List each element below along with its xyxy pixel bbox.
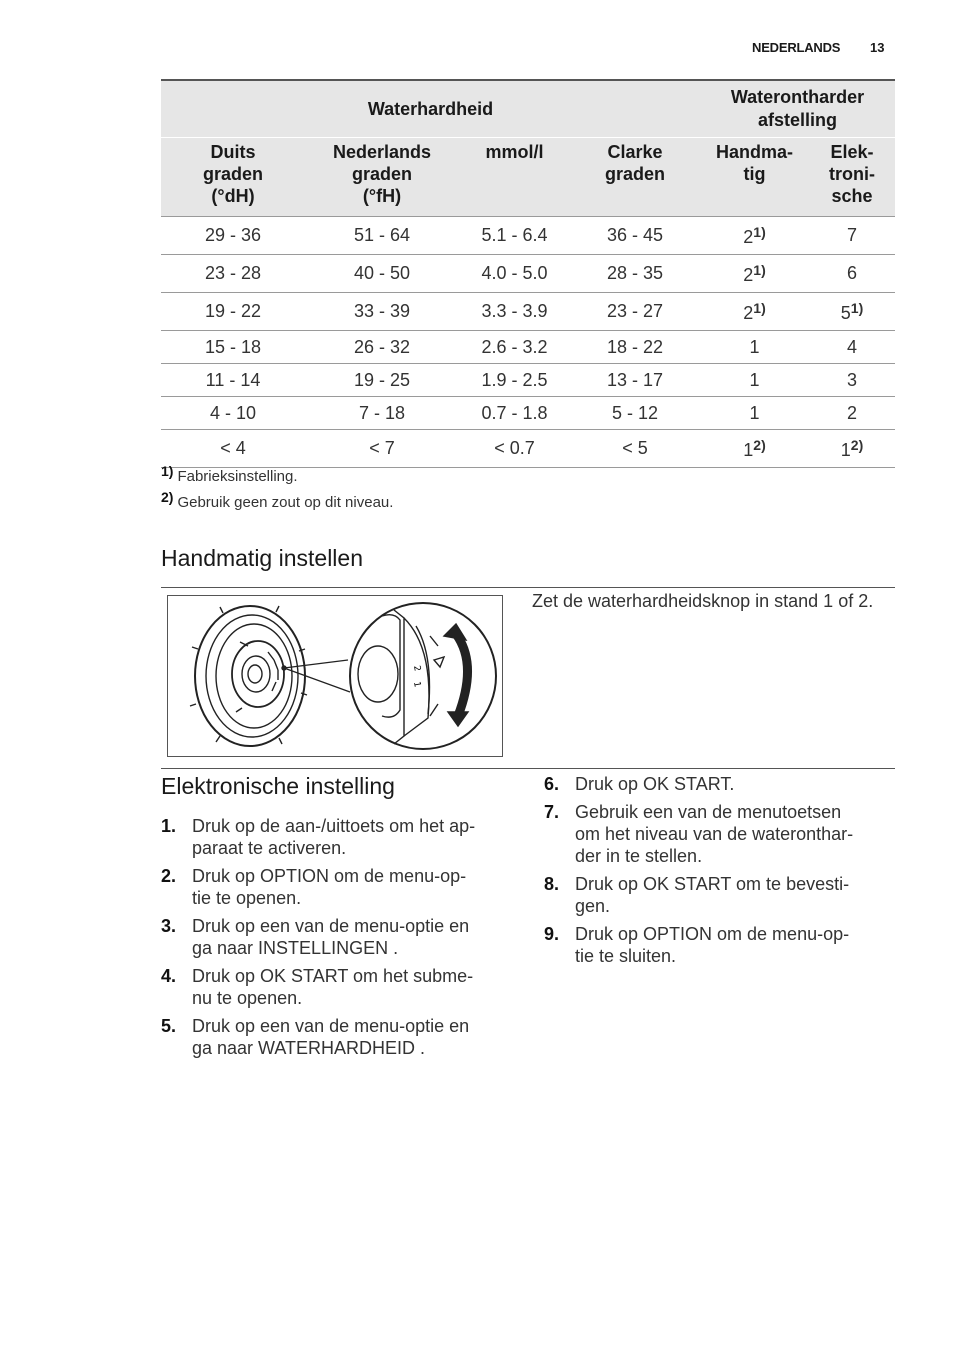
manual-footnote-mark: 1) bbox=[753, 299, 766, 316]
table-row bbox=[161, 331, 895, 364]
table-cell-clarke: 36 - 45 bbox=[570, 217, 700, 255]
electronic-value: 4 bbox=[846, 336, 857, 357]
column-header-line: mmol/l bbox=[485, 142, 544, 162]
electronic-footnote-mark: 2) bbox=[850, 436, 864, 453]
step-text: Druk op een van de menu-optie en ga naar INSTELLINGEN . bbox=[192, 916, 470, 958]
step-item bbox=[161, 815, 521, 859]
electronic-value: 2 bbox=[846, 402, 857, 423]
table-cell-manual bbox=[700, 430, 809, 468]
table-cell-clarke: 23 - 27 bbox=[570, 293, 700, 331]
table-cell-fh: 40 - 50 bbox=[305, 255, 459, 293]
column-header-line: graden bbox=[604, 164, 665, 184]
table-cell-dh: 15 - 18 bbox=[161, 331, 305, 364]
step-number: 3. bbox=[161, 916, 177, 936]
steps-list-left bbox=[161, 815, 521, 1065]
column-header-line: Clarke bbox=[607, 142, 663, 162]
table-cell-electronic bbox=[809, 255, 895, 293]
table-cell-fh: 7 - 18 bbox=[305, 397, 459, 430]
dial-label-1: 1 bbox=[411, 680, 422, 689]
manual-section-title: Handmatig instellen bbox=[161, 545, 364, 571]
step-text: Druk op OPTION om de menu-op- tie te openen. bbox=[192, 866, 467, 908]
step-number: 1. bbox=[161, 816, 177, 836]
table-cell-manual bbox=[700, 217, 809, 255]
steps-list-right bbox=[544, 773, 894, 973]
column-header-line: sche bbox=[831, 186, 873, 206]
step-number: 7. bbox=[544, 802, 560, 822]
language-label: NEDERLANDS bbox=[752, 40, 841, 55]
step-text: Druk op de aan-/uittoets om het ap- paraat te activeren. bbox=[192, 816, 476, 858]
manual-value: 1 bbox=[749, 402, 760, 423]
table-cell-clarke: < 5 bbox=[570, 430, 700, 468]
table-cell-mmol: 3.3 - 3.9 bbox=[459, 293, 570, 331]
table-cell-fh: 26 - 32 bbox=[305, 331, 459, 364]
footnote-text: Fabrieksinstelling. bbox=[177, 468, 298, 485]
table-cell-fh: 19 - 25 bbox=[305, 364, 459, 397]
table-column-header-row bbox=[161, 138, 895, 217]
table-row bbox=[161, 217, 895, 255]
table-cell-mmol: 0.7 - 1.8 bbox=[459, 397, 570, 430]
column-header-line: Handma- bbox=[715, 142, 793, 162]
table-cell-mmol: 1.9 - 2.5 bbox=[459, 364, 570, 397]
step-text: Druk op OK START om het subme- nu te openen. bbox=[192, 966, 474, 1008]
table-cell-electronic bbox=[809, 397, 895, 430]
manual-value: 1 bbox=[749, 336, 760, 357]
step-text: Druk op OK START om te bevesti- gen. bbox=[575, 874, 850, 916]
table-cell-clarke: 13 - 17 bbox=[570, 364, 700, 397]
step-text: Druk op OPTION om de menu-op- tie te sluiten. bbox=[575, 924, 850, 966]
manual-value: 2 bbox=[743, 302, 754, 323]
table-cell-manual bbox=[700, 364, 809, 397]
table-cell-fh: 33 - 39 bbox=[305, 293, 459, 331]
table-cell-clarke: 28 - 35 bbox=[570, 255, 700, 293]
dial-illustration bbox=[167, 595, 503, 757]
table-cell-dh: 19 - 22 bbox=[161, 293, 305, 331]
column-header-line: (°dH) bbox=[211, 186, 255, 206]
table-cell-clarke: 18 - 22 bbox=[570, 331, 700, 364]
section-divider bbox=[161, 768, 895, 769]
column-header-line: Nederlands bbox=[332, 142, 432, 162]
step-item bbox=[161, 1015, 521, 1059]
table-row bbox=[161, 397, 895, 430]
manual-footnote-mark: 2) bbox=[753, 436, 766, 453]
table-row bbox=[161, 430, 895, 468]
electronic-value: 5 bbox=[840, 302, 851, 323]
table-cell-manual bbox=[700, 397, 809, 430]
table-cell-electronic bbox=[809, 293, 895, 331]
table-cell-dh: 29 - 36 bbox=[161, 217, 305, 255]
dial-label-2: 2 bbox=[411, 664, 422, 673]
table-cell-electronic bbox=[809, 430, 895, 468]
table-cell-fh: 51 - 64 bbox=[305, 217, 459, 255]
step-text: Druk op OK START. bbox=[575, 774, 735, 794]
electronic-section-title: Elektronische instelling bbox=[161, 773, 395, 799]
table-cell-electronic bbox=[809, 364, 895, 397]
table-cell-mmol: 2.6 - 3.2 bbox=[459, 331, 570, 364]
step-item bbox=[544, 773, 894, 795]
step-number: 8. bbox=[544, 874, 560, 894]
footnote-text: Gebruik geen zout op dit niveau. bbox=[177, 494, 394, 511]
electronic-value: 1 bbox=[840, 439, 851, 460]
manual-footnote-mark: 1) bbox=[753, 261, 766, 278]
electronic-value: 7 bbox=[846, 225, 857, 245]
table-cell-manual bbox=[700, 293, 809, 331]
step-text: Druk op een van de menu-optie en ga naar WATERHARDHEID . bbox=[192, 1016, 470, 1058]
table-cell-dh: 23 - 28 bbox=[161, 255, 305, 293]
table-cell-dh: 11 - 14 bbox=[161, 364, 305, 397]
column-header-line: (°fH) bbox=[362, 186, 402, 206]
table-cell-manual bbox=[700, 255, 809, 293]
manual-value: 1 bbox=[749, 369, 760, 390]
footnote-2 bbox=[161, 489, 394, 511]
page-header bbox=[740, 38, 890, 58]
water-hardness-dial-drawing bbox=[168, 596, 502, 756]
column-header bbox=[161, 138, 305, 217]
column-header bbox=[459, 138, 570, 217]
column-header bbox=[305, 138, 459, 217]
step-item bbox=[161, 865, 521, 909]
column-header bbox=[700, 138, 809, 217]
table-cell-mmol: < 0.7 bbox=[459, 430, 570, 468]
table-row bbox=[161, 255, 895, 293]
step-item bbox=[544, 873, 894, 917]
manual-instruction: Zet de waterhardheidsknop in stand 1 of 2. bbox=[532, 591, 874, 611]
step-number: 5. bbox=[161, 1016, 177, 1036]
page-number: 13 bbox=[870, 40, 885, 55]
table-cell-clarke: 5 - 12 bbox=[570, 397, 700, 430]
footnote-mark: 2) bbox=[161, 489, 174, 505]
step-text: Gebruik een van de menutoetsen om het niveau van de wateronthar- der in te stellen. bbox=[575, 802, 854, 866]
manual-value: 2 bbox=[743, 264, 754, 285]
table-cell-manual bbox=[700, 331, 809, 364]
column-header bbox=[570, 138, 700, 217]
water-hardness-table bbox=[161, 79, 895, 468]
step-number: 2. bbox=[161, 866, 177, 886]
table-cell-electronic bbox=[809, 331, 895, 364]
table-cell-dh: < 4 bbox=[161, 430, 305, 468]
table-group-header-row bbox=[161, 80, 895, 138]
step-item bbox=[544, 923, 894, 967]
step-number: 9. bbox=[544, 924, 560, 944]
column-header-line: troni- bbox=[829, 164, 875, 184]
table-cell-mmol: 4.0 - 5.0 bbox=[459, 255, 570, 293]
manual-value: 2 bbox=[743, 226, 754, 247]
column-header-line: Elek- bbox=[830, 142, 874, 162]
electronic-value: 3 bbox=[846, 369, 857, 390]
softener-header: Waterontharder afstelling bbox=[700, 80, 895, 138]
step-item bbox=[544, 801, 894, 867]
column-header-line: tig bbox=[743, 164, 766, 184]
column-header-line: graden bbox=[351, 164, 412, 184]
table-cell-electronic bbox=[809, 217, 895, 255]
column-header-line: graden bbox=[202, 164, 263, 184]
step-item bbox=[161, 915, 521, 959]
column-header bbox=[809, 138, 895, 217]
manual-value: 1 bbox=[743, 439, 754, 460]
table-cell-dh: 4 - 10 bbox=[161, 397, 305, 430]
electronic-value: 6 bbox=[846, 263, 857, 283]
table-cell-mmol: 5.1 - 6.4 bbox=[459, 217, 570, 255]
column-header-line: Duits bbox=[210, 142, 256, 162]
step-item bbox=[161, 965, 521, 1009]
section-divider bbox=[161, 587, 895, 588]
footnote-1 bbox=[161, 463, 298, 485]
electronic-footnote-mark: 1) bbox=[850, 299, 864, 316]
footnote-mark: 1) bbox=[161, 463, 174, 479]
waterhardness-header: Waterhardheid bbox=[161, 80, 700, 138]
table-row bbox=[161, 293, 895, 331]
table-cell-fh: < 7 bbox=[305, 430, 459, 468]
table-row bbox=[161, 364, 895, 397]
step-number: 6. bbox=[544, 774, 560, 794]
step-number: 4. bbox=[161, 966, 177, 986]
manual-footnote-mark: 1) bbox=[753, 223, 766, 240]
